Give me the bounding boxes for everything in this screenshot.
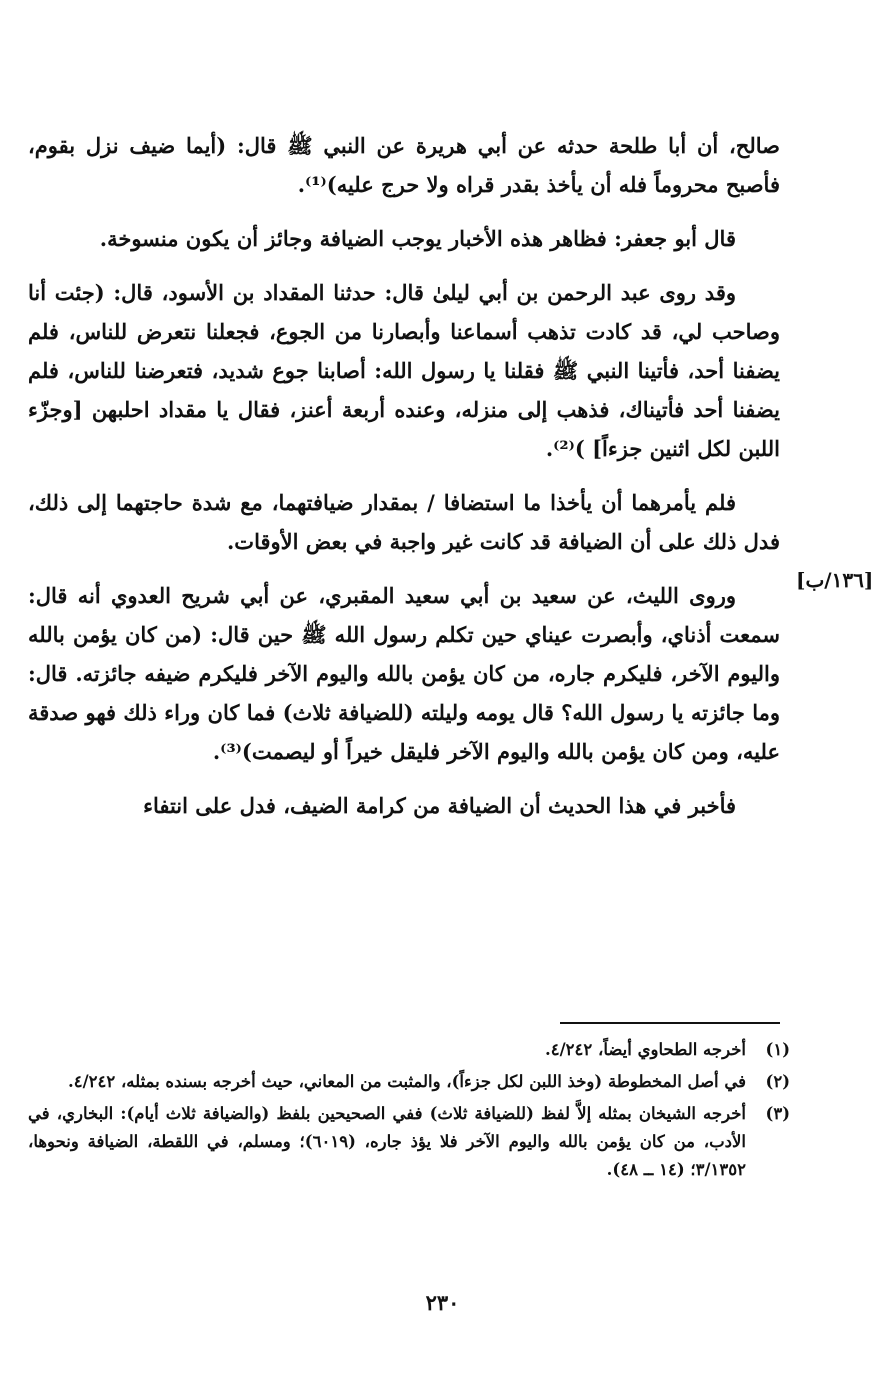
paragraph: وقد روى عبد الرحمن بن أبي ليلىٰ قال: حدثنا المقداد بن الأسود، قال: (جئت أنا وصاحب لي، قد كادت تذهب أسماعنا وأبصارنا من الجوع، فجعلنا نتعرض للناس، فلم يضفنا أحد، فأتينا النبي ﷺ فقلنا يا رسول الله: أصابنا جوع شديد، فتعرضنا للناس، فلم يضفنا أحد فأتيناك، فذهب إلى منزله، وعنده أربعة أعنز، فقال يا مقداد احلبهن [وجزّء اللبن لكل اثنين جزءاً] )⁽²⁾. xyxy=(28,280,780,461)
manuscript-folio-marker: [١٣٦/ب] xyxy=(796,568,874,592)
page-number: ٢٣٠ xyxy=(425,1290,460,1315)
footnotes xyxy=(28,1036,790,1188)
main-text xyxy=(28,126,780,840)
footnote-text: في أصل المخطوطة (وخذ اللبن لكل جزءاً)، والمثبت من المعاني، حيث أخرجه بسنده بمثله، ٤/٢٤٢. xyxy=(67,1072,746,1091)
footnote-number: (١) xyxy=(765,1040,790,1059)
footnote-number: (٢) xyxy=(765,1072,790,1091)
footnote-number: (٣) xyxy=(765,1104,790,1123)
footnote-text: أخرجه الشيخان بمثله إلاَّ لفظ (للضيافة ثلاث) ففي الصحيحين بلفظ (والضيافة ثلاث أيام): البخاري، في الأدب، من كان يؤمن بالله واليوم الآخر فلا يؤذ جاره، (٦٠١٩)؛ ومسلم، في اللقطة، الضيافة ونحوها، ٣/١٣٥٢؛ (١٤ ــ ٤٨). xyxy=(28,1104,746,1179)
footnote-text: أخرجه الطحاوي أيضاً، ٤/٢٤٢. xyxy=(545,1040,746,1059)
footnote xyxy=(28,1068,790,1096)
paragraph: صالح، أن أبا طلحة حدثه عن أبي هريرة عن النبي ﷺ قال: (أيما ضيف نزل بقوم، فأصبح محروماً فله أن يأخذ بقدر قراه ولا حرج عليه)⁽¹⁾. xyxy=(28,133,780,197)
footnote xyxy=(28,1100,790,1184)
paragraph: فلم يأمرهما أن يأخذا ما استضافا / بمقدار ضيافتهما، مع شدة حاجتهما إلى ذلك، فدل ذلك على أن الضيافة قد كانت غير واجبة في بعض الأوقات. xyxy=(28,490,780,554)
paragraph: وروى الليث، عن سعيد بن أبي سعيد المقبري، عن أبي شريح العدوي أنه قال: سمعت أذناي، وأبصرت عيناي حين تكلم رسول الله ﷺ حين قال: (من كان يؤمن بالله واليوم الآخر، فليكرم جاره، من كان يؤمن بالله واليوم الآخر فليكرم ضيفه جائزته. قال: وما جائزته يا رسول الله؟ قال يومه وليلته (للضيافة ثلاث) فما كان وراء ذلك فهو صدقة عليه، ومن كان يؤمن بالله واليوم الآخر فليقل خيراً أو ليصمت)⁽³⁾. xyxy=(28,583,780,764)
footnote xyxy=(28,1036,790,1064)
paragraph: قال أبو جعفر: فظاهر هذه الأخبار يوجب الضيافة وجائز أن يكون منسوخة. xyxy=(99,226,736,251)
paragraph: فأخبر في هذا الحديث أن الضيافة من كرامة الضيف، فدل على انتفاء xyxy=(143,793,736,818)
footnote-divider xyxy=(560,1022,780,1024)
